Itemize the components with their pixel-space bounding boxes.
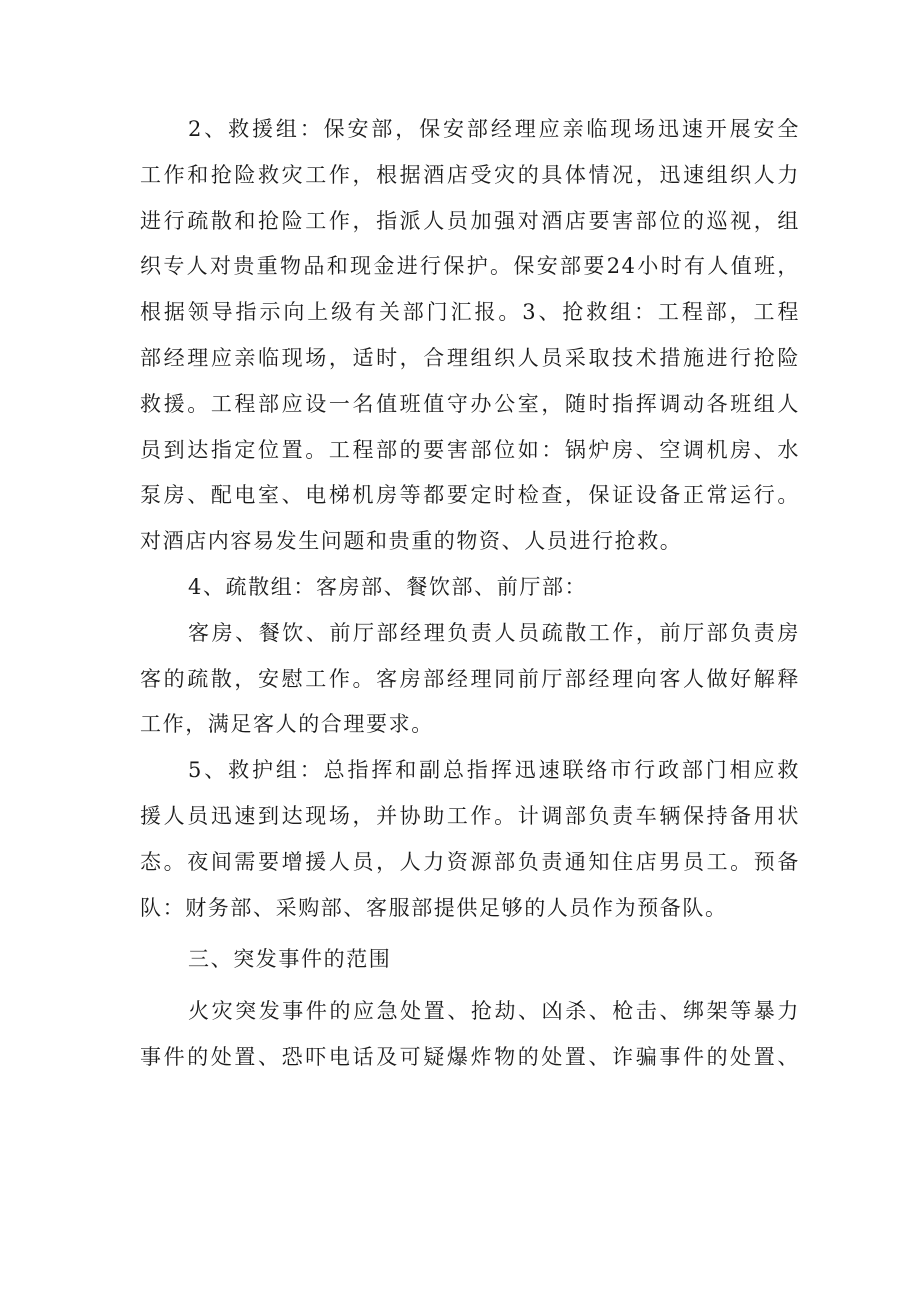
- text-line: 进行疏散和抢险工作，指派人员加强对酒店要害部位的巡视，组: [140, 208, 800, 233]
- paragraph-first-aid-team: [140, 748, 800, 931]
- text-line: 工作和抢险救灾工作，根据酒店受灾的具体情况，迅速组织人力: [140, 162, 800, 187]
- paragraph-scope-body: [140, 989, 800, 1081]
- text-line: 客的疏散，安慰工作。客房部经理同前厅部经理向客人做好解释: [140, 666, 800, 691]
- text-line: 火灾突发事件的应急处置、抢劫、凶杀、枪击、绑架等暴力: [188, 999, 800, 1024]
- text-line: 4、疏散组：客房部、餐饮部、前厅部：: [188, 574, 588, 599]
- text-line: 员到达指定位置。工程部的要害部位如：锅炉房、空调机房、水: [140, 437, 800, 462]
- paragraph-rescue-team: [140, 107, 800, 565]
- text-line: 工作，满足客人的合理要求。: [140, 712, 434, 737]
- text-line: 救援。工程部应设一名值班值守办公室，随时指挥调动各班组人: [140, 391, 800, 416]
- text-line: 5、救护组：总指挥和副总指挥迅速联络市行政部门相应救: [188, 758, 800, 783]
- text-line: 事件的处置、恐吓电话及可疑爆炸物的处置、诈骗事件的处置、: [140, 1044, 800, 1069]
- text-line: 客房、餐饮、前厅部经理负责人员疏散工作，前厅部负责房: [188, 620, 800, 645]
- section-heading-scope: [140, 937, 800, 983]
- text-line: 泵房、配电室、电梯机房等都要定时检查，保证设备正常运行。: [140, 483, 800, 508]
- paragraph-evacuation-body: [140, 611, 800, 748]
- text-line: 态。夜间需要增援人员，人力资源部负责通知住店男员工。预备: [140, 849, 800, 874]
- text-line: 三、突发事件的范围: [188, 947, 392, 972]
- document-body: [140, 107, 800, 1081]
- text-line: 援人员迅速到达现场，并协助工作。计调部负责车辆保持备用状: [140, 803, 800, 828]
- text-line: 对酒店内容易发生问题和贵重的物资、人员进行抢救。: [140, 529, 683, 554]
- text-line: 部经理应亲临现场，适时，合理组织人员采取技术措施进行抢险: [140, 345, 800, 370]
- text-line: 队：财务部、采购部、客服部提供足够的人员作为预备队。: [140, 895, 728, 920]
- text-line: 2、救援组：保安部，保安部经理应亲临现场迅速开展安全: [188, 117, 800, 141]
- text-line: 根据领导指示向上级有关部门汇报。3、抢救组：工程部，工程: [140, 300, 800, 325]
- paragraph-evacuation-heading: [140, 565, 800, 611]
- text-line: 织专人对贵重物品和现金进行保护。保安部要24小时有人值班，: [140, 254, 800, 279]
